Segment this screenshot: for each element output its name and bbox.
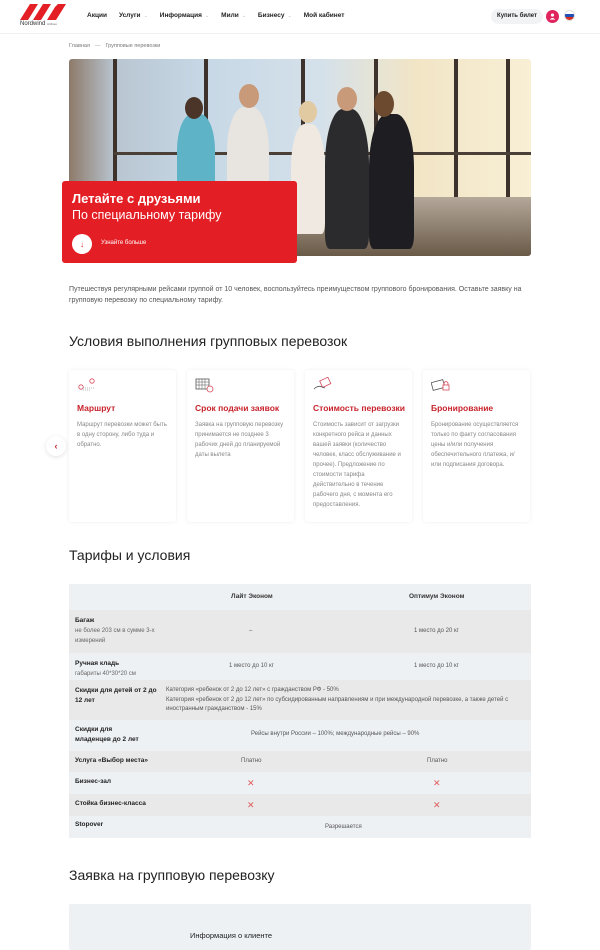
- conditions-carousel: [69, 370, 539, 522]
- request-form: [69, 904, 531, 950]
- row-label: Багаж не более 203 см в сумме 3-х измерений: [75, 617, 155, 644]
- column-lite-economy: Лайт Эконом: [231, 593, 273, 600]
- cell-value: Категория «ребенок от 2 до 12 лет» с гражданством РФ - 50% Категория «ребенок от 2 до 12 лет» по субсидированным направлениям и при международной перевозке, а также детей с иностранным гражданством - 15%: [166, 687, 509, 712]
- nav-item-promos[interactable]: Акции: [87, 12, 107, 19]
- route-icon: [77, 377, 97, 393]
- condition-card: [305, 370, 412, 522]
- nordwind-logo[interactable]: [20, 4, 68, 30]
- breadcrumb-current: Групповые перевозки: [105, 43, 161, 49]
- column-optimum-economy: Оптимум Эконом: [409, 593, 465, 600]
- buy-ticket-button[interactable]: Купить билет: [491, 9, 543, 24]
- tariffs-table: [69, 584, 531, 838]
- nav-item-cabinet[interactable]: Мой кабинет: [303, 12, 345, 19]
- card-title: Стоимость перевозки: [313, 403, 406, 413]
- card-text: Стоимость зависит от загрузки конкретного рейса и данных вашей заявки (количество человек, класс обслуживание и прочее). Предложение по стоимости тарифа действительно в течение рабочего дня, с момента его предоставления.: [313, 422, 401, 508]
- cross-icon: ✕: [247, 800, 255, 810]
- chevron-down-icon: ⌄: [287, 12, 292, 19]
- logo-text: Nordwind Airlines: [20, 21, 57, 27]
- nav-item-services[interactable]: Услуги ⌄: [118, 12, 148, 19]
- user-icon[interactable]: [546, 10, 559, 23]
- nav-item-business[interactable]: Бизнесу ⌄: [257, 12, 292, 19]
- chevron-down-icon: ⌄: [143, 12, 148, 19]
- cell-value: Платно: [427, 758, 448, 764]
- cross-icon: ✕: [433, 800, 441, 810]
- row-label: Ручная кладь габариты 40*30*20 см: [75, 660, 136, 677]
- card-text: Заявка на групповую перевозку принимается не позднее 3 рабочих дней до планируемой даты вылета: [195, 422, 284, 458]
- table-header: [69, 584, 531, 610]
- tariffs-heading: Тарифы и условия: [69, 547, 191, 563]
- cell-value: Платно: [241, 758, 262, 764]
- hero-title: Летайте с друзьями: [72, 191, 201, 206]
- breadcrumb-separator: —: [94, 43, 101, 49]
- form-heading: Заявка на групповую перевозку: [69, 867, 275, 883]
- intro-text: Путешествуя регулярными рейсами группой от 10 человек, воспользуйтесь преимуществом группового бронирования. Оставьте заявку на групповую перевозку по специальному тарифу.: [69, 286, 522, 304]
- cell-value: –: [249, 628, 253, 634]
- cell-value: Разрешается: [325, 824, 362, 830]
- table-row: [69, 680, 531, 720]
- chevron-down-icon: ⌄: [241, 12, 246, 19]
- nav-item-miles[interactable]: Мили ⌄: [221, 12, 246, 19]
- breadcrumb-home[interactable]: Главная: [69, 43, 90, 49]
- card-text: Маршрут перевозки может быть в одну сторону, либо туда и обратно.: [77, 422, 167, 448]
- row-label: Скидки для детей от 2 до 12 лет: [75, 687, 157, 704]
- cell-value: 1 место до 10 кг: [414, 663, 459, 669]
- condition-card: [423, 370, 530, 522]
- table-row: [69, 816, 531, 838]
- row-label: Бизнес-зал: [75, 778, 112, 785]
- header: [0, 0, 600, 34]
- breadcrumb: [69, 43, 160, 49]
- ticket-lock-icon: [431, 377, 451, 393]
- cell-value: Рейсы внутри России – 100%; международные рейсы – 90%: [251, 731, 420, 737]
- main-nav: [87, 12, 356, 19]
- row-label: Stopover: [75, 821, 104, 828]
- card-text: Бронирование осуществляется только по факту согласования цены и/или получения обеспечительного платежа, и/или подписания договора.: [431, 422, 519, 468]
- row-label: Стойка бизнес-класса: [75, 800, 146, 807]
- table-row: [69, 751, 531, 772]
- chevron-left-icon[interactable]: ‹: [46, 436, 66, 456]
- cross-icon: ✕: [247, 778, 255, 788]
- cell-value: 1 место до 20 кг: [414, 628, 459, 634]
- learn-more-link[interactable]: Узнайте больше: [101, 240, 147, 246]
- condition-card: [69, 370, 176, 522]
- hero-subtitle: По специальному тарифу: [72, 208, 222, 222]
- card-title: Маршрут: [77, 403, 116, 413]
- table-row: [69, 653, 531, 680]
- table-row: [69, 794, 531, 816]
- card-title: Срок подачи заявок: [195, 403, 280, 413]
- condition-card: [187, 370, 294, 522]
- calendar-clock-icon: [195, 377, 215, 393]
- client-info-title: Информация о клиенте: [190, 931, 273, 940]
- table-row: [69, 610, 531, 653]
- card-title: Бронирование: [431, 403, 494, 413]
- hero-promo-card: [62, 181, 297, 263]
- table-row: [69, 720, 531, 751]
- nav-item-information[interactable]: Информация ⌄: [159, 12, 210, 19]
- logo-mark-icon: [20, 4, 66, 20]
- conditions-heading: Условия выполнения групповых перевозок: [69, 333, 348, 349]
- chevron-down-icon: ⌄: [204, 12, 210, 19]
- arrow-down-icon[interactable]: ↓: [72, 234, 92, 254]
- payment-icon: [313, 377, 333, 393]
- table-row: [69, 772, 531, 794]
- row-label: Скидки для младенцев до 2 лет: [75, 726, 139, 743]
- cross-icon: ✕: [433, 778, 441, 788]
- cell-value: 1 место до 10 кг: [229, 663, 274, 669]
- row-label: Услуга «Выбор места»: [75, 757, 149, 764]
- russia-flag-icon[interactable]: [564, 10, 575, 21]
